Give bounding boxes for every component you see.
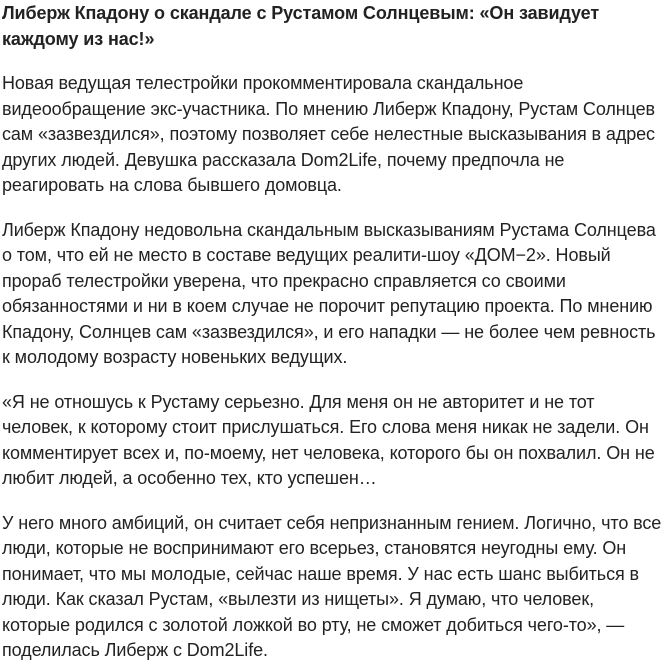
article-paragraph: Либерж Кпадону недовольна скандальным высказываниям Рустама Солнцева о том, что ей не место в составе ведущих реалити-шоу «ДОМ−2». Новый прораб телестройки уверена, что прекрасно справляется со своими обязанностями и ни в коем случае не порочит репутацию проекта. По мнению Кпадону, Солнцев сам «зазвездился», и его нападки — не более чем ревность к молодому возрасту новеньких ведущих. — [2, 219, 656, 367]
article-quote-paragraph: У него много амбиций, он считает себя непризнанным гением. Логично, что все люди, которые не воспринимают его всерьез, становятся неугодны ему. Он понимает, что мы молодые, сейчас наше время. У нас есть шанс выбиться в люди. Как сказал Рустам, «вылезти из нищеты». Я думаю, что человек, которые родился с золотой ложкой во рту, не сможет добиться чего-то», — поделилась Либерж с Dom2Life. — [2, 512, 662, 660]
article-lead-paragraph: Новая ведущая телестройки прокомментировала скандальное видеообращение экс-участника. По мнению Либерж Кпадону, Рустам Солнцев сам «зазвездился», поэтому позволяет себе нелестные высказывания в адрес других людей. Девушка рассказала Dom2Life, почему предпочла не реагировать на слова бывшего домовца. — [2, 73, 655, 195]
article-quote-paragraph: «Я не отношусь к Рустаму серьезно. Для меня он не авторитет и не тот человек, к которому стоит прислушаться. Его слова меня никак не задели. Он комментирует всех и, по-моему, нет человека, которого бы он похвалил. Он не любит людей, а особенно тех, кто успешен… — [2, 391, 655, 488]
article-title: Либерж Кпадону о скандале с Рустамом Солнцевым: «Он завидует каждому из нас!» — [2, 3, 600, 49]
